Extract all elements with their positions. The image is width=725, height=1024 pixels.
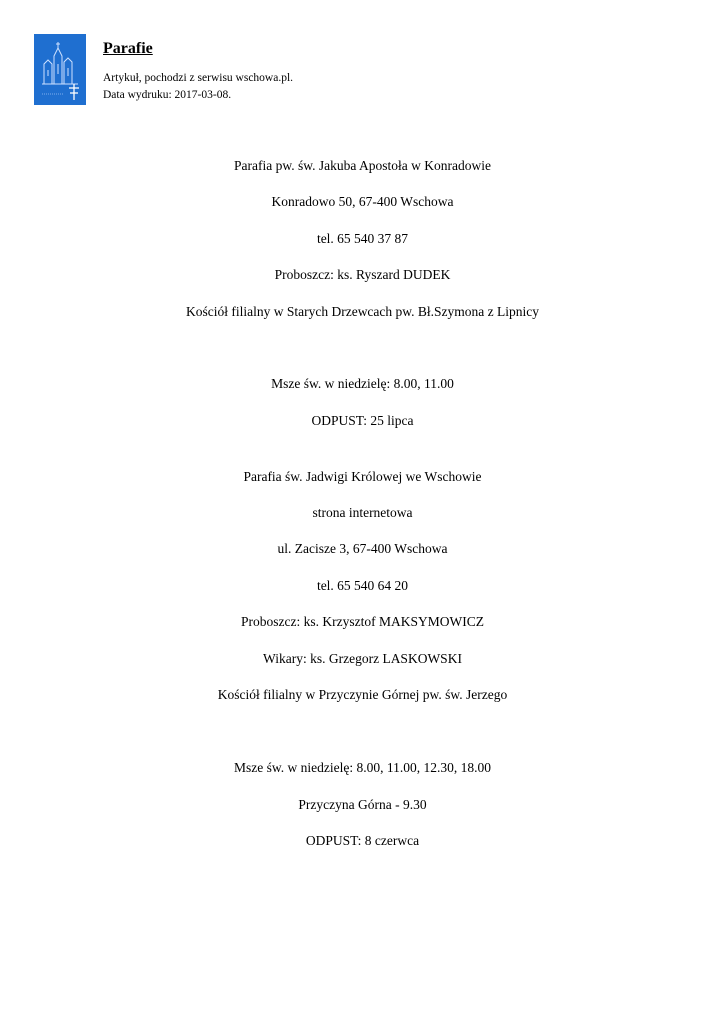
indulgence-date: ODPUST: 25 lipca — [311, 413, 414, 428]
parish-phone: tel. 65 540 64 20 — [316, 578, 409, 593]
page-title: Parafie — [103, 40, 153, 57]
indulgence-date: ODPUST: 8 czerwca — [305, 833, 420, 848]
parish-address: Konradowo 50, 67-400 Wschowa — [271, 194, 454, 209]
filial-church: Kościół filialny w Starych Drzewcach pw. Bł.Szymona z Lipnicy — [185, 304, 540, 319]
parish-name: Parafia pw. św. Jakuba Apostoła w Konradowie — [234, 158, 491, 173]
filial-mass-time: Przyczyna Górna - 9.30 — [298, 797, 427, 812]
website-link[interactable]: strona internetowa — [312, 505, 413, 520]
parish-phone: tel. 65 540 37 87 — [316, 231, 409, 246]
filial-church: Kościół filialny w Przyczynie Górnej pw. św. Jerzego — [217, 687, 508, 702]
header-meta — [103, 70, 293, 104]
parish-address: ul. Zacisze 3, 67-400 Wschowa — [277, 541, 448, 556]
mass-times: Msze św. w niedzielę: 8.00, 11.00 — [271, 376, 454, 391]
print-date: Data wydruku: 2017-03-08. — [103, 89, 232, 101]
parish-priest: Proboszcz: ks. Ryszard DUDEK — [274, 267, 451, 282]
parish-name: Parafia św. Jadwigi Królowej we Wschowie — [243, 469, 482, 484]
parish-priest: Proboszcz: ks. Krzysztof MAKSYMOWICZ — [241, 614, 484, 629]
source-note: Artykuł, pochodzi z serwisu wschowa.pl. — [103, 72, 294, 84]
wschowa-logo-icon — [34, 34, 86, 105]
mass-times: Msze św. w niedzielę: 8.00, 11.00, 12.30, 18.00 — [234, 760, 491, 775]
vicar: Wikary: ks. Grzegorz LASKOWSKI — [263, 651, 462, 666]
